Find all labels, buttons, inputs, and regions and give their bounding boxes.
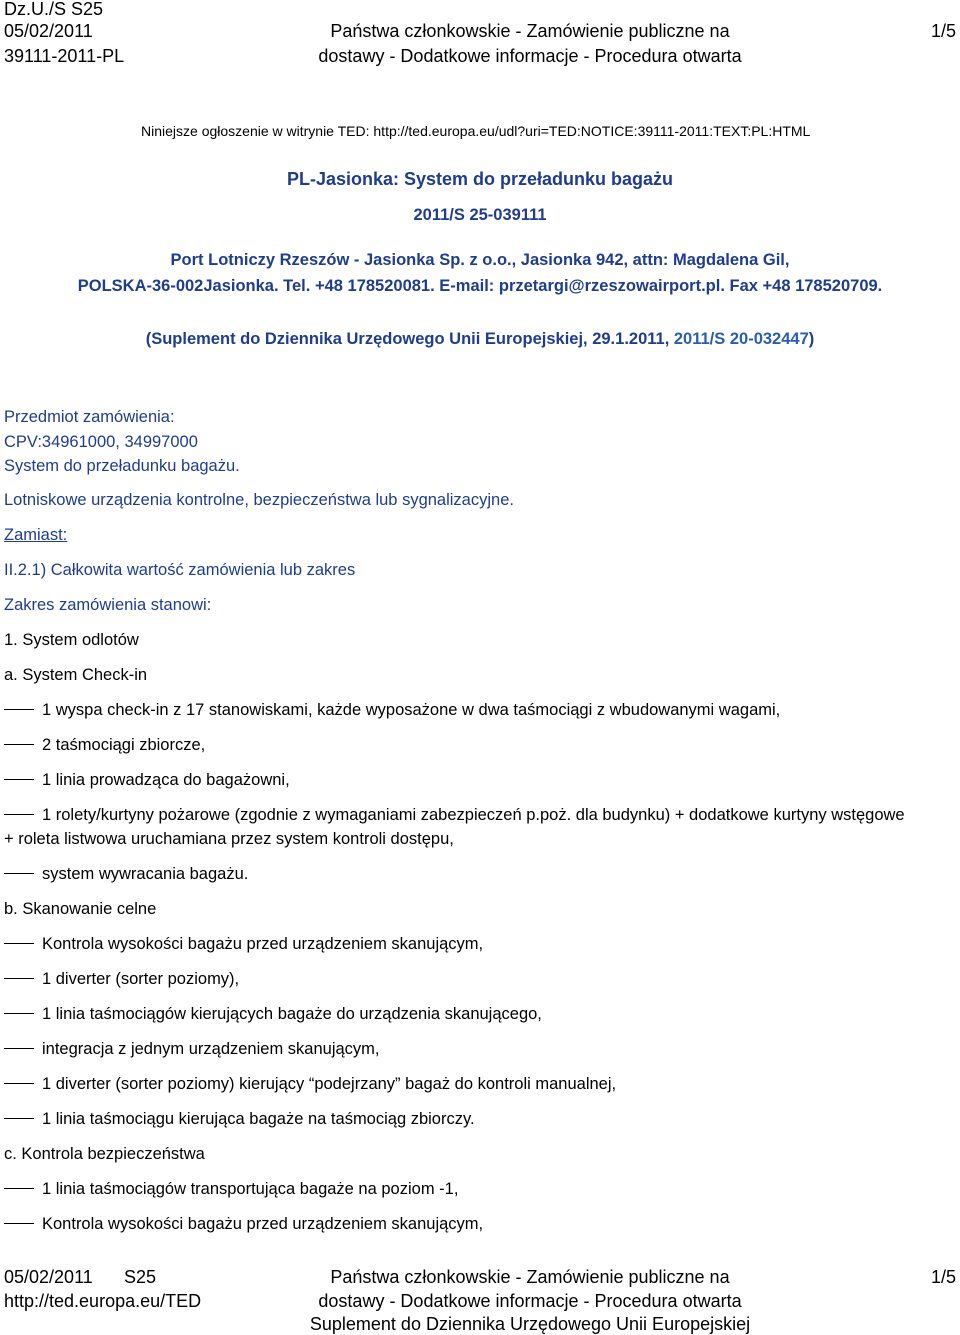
list-item-text: system wywracania bagażu. [42,865,249,883]
cpv-codes: CPV:34961000, 34997000 [4,433,198,451]
subject-line1: System do przeładunku bagażu. [4,457,240,475]
list-item-text: Kontrola wysokości bagażu przed urządzeniem skanującym, [42,1215,484,1233]
list-item [4,864,248,884]
list-item [4,1039,380,1059]
list-item [4,969,239,989]
header-date: 05/02/2011 [4,21,93,41]
list-item [4,1109,475,1129]
dash-bullet [4,779,34,780]
list-item [4,770,290,790]
list-item-continuation: + roleta listwowa uruchamiana przez system kontroli dostępu, [4,830,454,848]
list-item [4,700,780,720]
list-item-text: 1 rolety/kurtyny pożarowe (zgodnie z wymaganiami zabezpieczeń p.poż. dla budynku) + dodatkowe kurtyny wstęgowe [42,806,905,824]
list-item [4,1074,616,1094]
scope-label: Zakres zamówienia stanowi: [4,596,212,614]
item-customs-scanning: b. Skanowanie celne [4,900,157,918]
list-item-text: 2 taśmociągi zbiorcze, [42,736,206,754]
footer-date: 05/02/2011 [4,1267,93,1287]
list-item-text: 1 diverter (sorter poziomy), [42,970,240,988]
footer-title-line1: Państwa członkowskie - Zamówienie publiczne na [330,1267,730,1287]
list-item-text: 1 linia prowadząca do bagażowni, [42,771,290,789]
section-heading: II.2.1) Całkowita wartość zamówienia lub zakres [4,561,356,579]
contracting-authority-line1: Port Lotniczy Rzeszów - Jasionka Sp. z o.o., Jasionka 942, attn: Magdalena Gil, [170,251,790,269]
list-item-text: 1 linia taśmociągów transportująca bagaże na poziom -1, [42,1180,459,1198]
dash-bullet [4,873,34,874]
notice-title: PL-Jasionka: System do przeładunku bagażu [286,169,674,189]
header-page-number: 1/5 [930,21,956,41]
instead-heading: Zamiast: [4,526,68,544]
list-item-text: 1 linia taśmociągów kierujących bagaże do urządzenia skanującego, [42,1005,542,1023]
dash-bullet [4,1048,34,1049]
dash-bullet [4,978,34,979]
list-item [4,1004,542,1024]
dash-bullet [4,1013,34,1014]
dash-bullet [4,814,34,815]
header-journal-ref: Dz.U./S S25 [4,0,104,19]
list-item [4,1214,483,1234]
list-item [4,934,483,954]
list-item-text: 1 linia taśmociągu kierująca bagaże na taśmociąg zbiorczy. [42,1110,475,1128]
dash-bullet [4,943,34,944]
dash-bullet [4,744,34,745]
footer-page-number: 1/5 [930,1267,956,1287]
list-item-text: integracja z jednym urządzeniem skanującym, [42,1040,380,1058]
notice-reference: 2011/S 25-039111 [413,206,547,224]
list-item-text: 1 diverter (sorter poziomy) kierujący “podejrzany” bagaż do kontroli manualnej, [42,1075,617,1093]
list-item [4,735,205,755]
footer-series: S25 [124,1267,157,1287]
ted-notice-link[interactable]: Niniejsze ogłoszenie w witrynie TED: http://ted.europa.eu/udl?uri=TED:NOTICE:39111-2011:TEXT:PL:HTML [141,123,811,139]
list-item-text: 1 wyspa check-in z 17 stanowiskami, każde wyposażone w dwa taśmociągi z wbudowanymi wagami, [42,701,781,719]
dash-bullet [4,1188,34,1189]
list-item [4,805,905,825]
header-notice-number: 39111-2011-PL [4,46,125,66]
dash-bullet [4,1118,34,1119]
subject-label: Przedmiot zamówienia: [4,408,175,426]
dash-bullet [4,1083,34,1084]
supplement-link[interactable]: 2011/S 20-032447 [673,330,809,348]
footer-title-line3: Suplement do Dziennika Urzędowego Unii Europejskiej [309,1314,751,1334]
dash-bullet [4,709,34,710]
list-item [4,1179,458,1199]
header-title-line1: Państwa członkowskie - Zamówienie publiczne na [330,21,730,41]
item-security-control: c. Kontrola bezpieczeństwa [4,1145,205,1163]
dash-bullet [4,1223,34,1224]
header-title-line2: dostawy - Dodatkowe informacje - Procedura otwarta [318,46,742,66]
supplement-reference [0,329,960,349]
supplement-suffix: ) [808,330,815,348]
supplement-prefix: (Suplement do Dziennika Urzędowego Unii Europejskiej, 29.1.2011, [145,330,674,348]
footer-title-line2: dostawy - Dodatkowe informacje - Procedura otwarta [318,1291,742,1311]
item-checkin-system: a. System Check-in [4,666,148,684]
footer-url[interactable]: http://ted.europa.eu/TED [4,1291,202,1311]
item-departure-system: 1. System odlotów [4,631,139,649]
subject-line2: Lotniskowe urządzenia kontrolne, bezpieczeństwa lub sygnalizacyjne. [4,491,514,509]
contracting-authority-line2: POLSKA-36-002Jasionka. Tel. +48 178520081. E-mail: przetargi@rzeszowairport.pl. Fax +48 178520709. [77,277,883,295]
list-item-text: Kontrola wysokości bagażu przed urządzeniem skanującym, [42,935,484,953]
